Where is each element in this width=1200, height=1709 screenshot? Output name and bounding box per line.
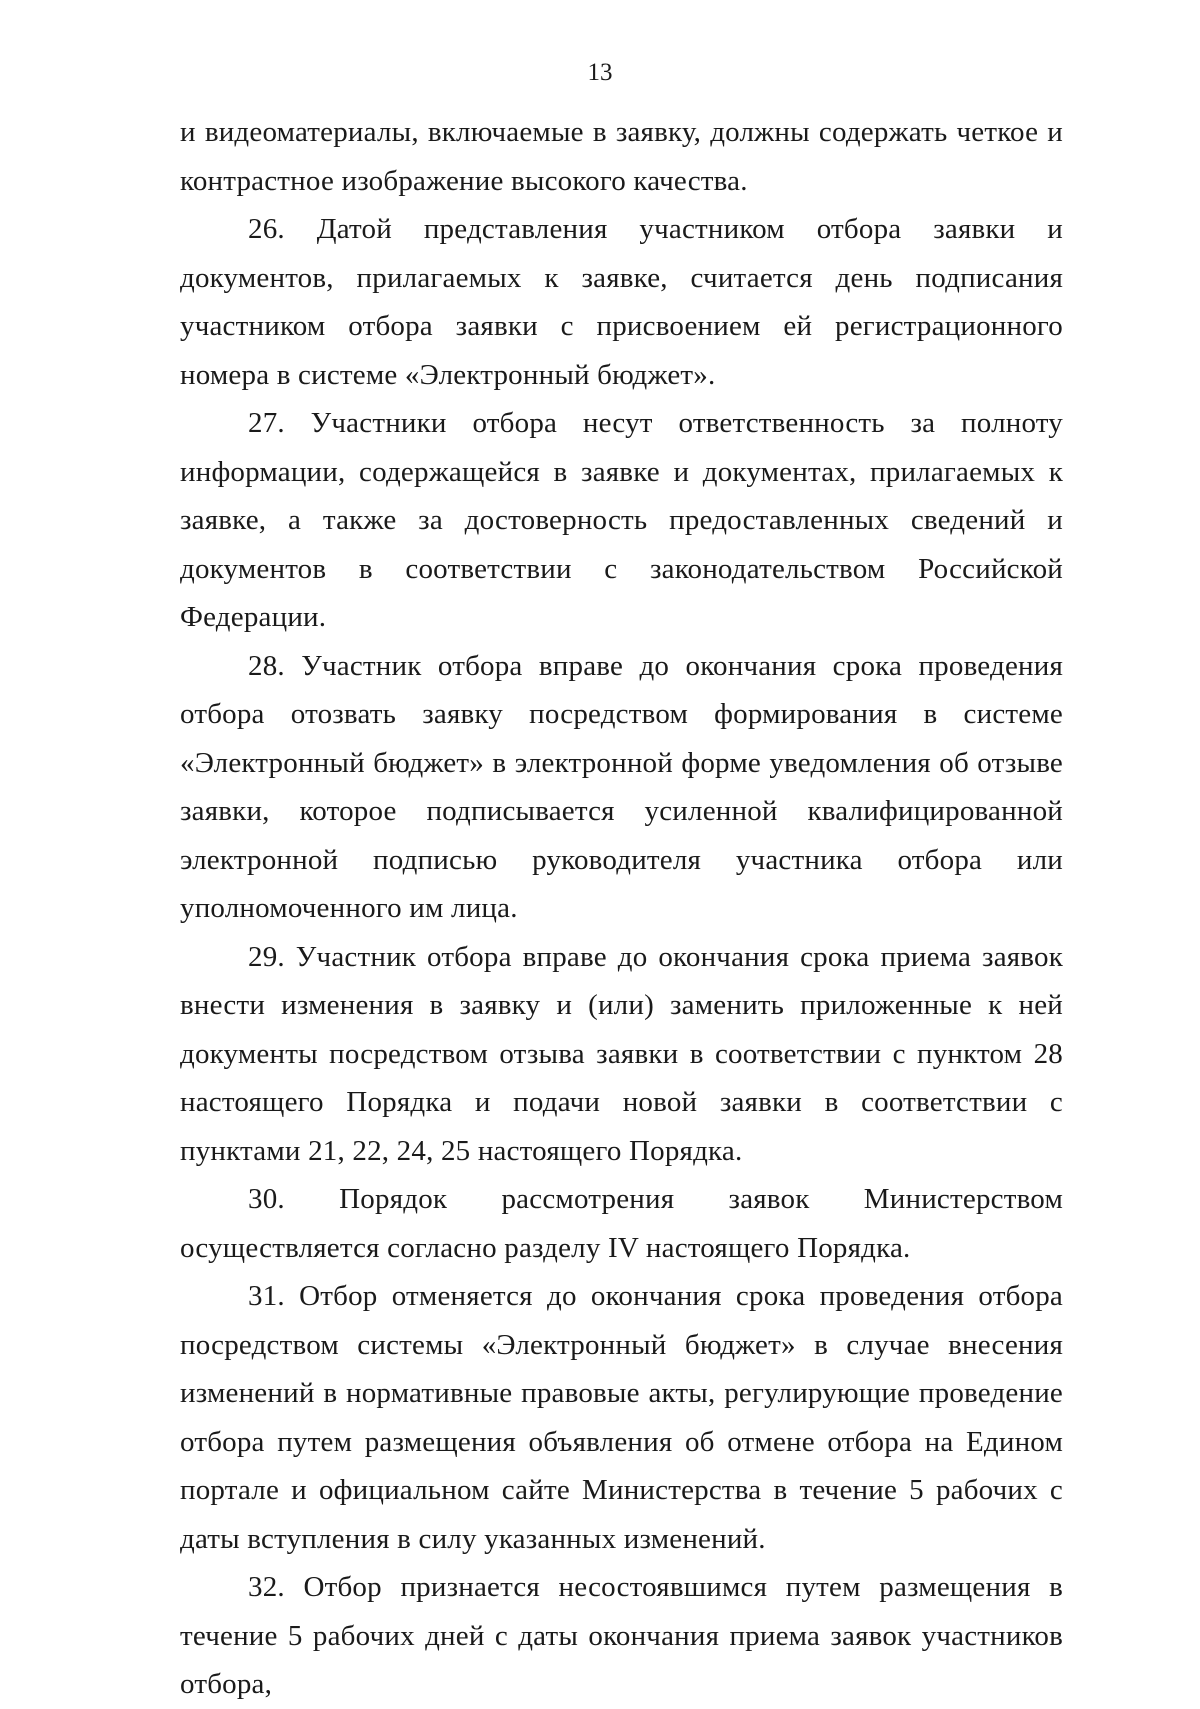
paragraph-30: 30. Порядок рассмотрения заявок Министерством осуществляется согласно разделу IV настоящего Порядка.	[180, 1183, 1063, 1264]
document-body	[180, 108, 1063, 1709]
paragraph-31: 31. Отбор отменяется до окончания срока проведения отбора посредством системы «Электронный бюджет» в случае внесения изменений в нормативные правовые акты, регулирующие проведение отбора путем размещения объявления об отмене отбора на Едином портале и официальном сайте Министерства в течение 5 рабочих с даты вступления в силу указанных изменений.	[180, 1280, 1063, 1555]
page-number: 13	[587, 59, 613, 86]
paragraph-continued: и видеоматериалы, включаемые в заявку, должны содержать четкое и контрастное изображение высокого качества.	[180, 116, 1063, 197]
paragraph-26: 26. Датой представления участником отбора заявки и документов, прилагаемых к заявке, считается день подписания участником отбора заявки с присвоением ей регистрационного номера в системе «Электронный бюджет».	[180, 213, 1063, 391]
paragraph-32: 32. Отбор признается несостоявшимся путем размещения в течение 5 рабочих дней с даты окончания приема заявок участников отбора,	[180, 1571, 1063, 1700]
paragraph-27: 27. Участники отбора несут ответственность за полноту информации, содержащейся в заявке и документах, прилагаемых к заявке, а также за достоверность предоставленных сведений и документов в соответствии с законодательством Российской Федерации.	[180, 407, 1063, 633]
paragraph-29: 29. Участник отбора вправе до окончания срока приема заявок внести изменения в заявку и (или) заменить приложенные к ней документы посредством отзыва заявки в соответствии с пунктом 28 настоящего Порядка и подачи новой заявки в соответствии с пунктами 21, 22, 24, 25 настоящего Порядка.	[180, 940, 1063, 1167]
paragraph-28: 28. Участник отбора вправе до окончания срока проведения отбора отозвать заявку посредством формирования в системе «Электронный бюджет» в электронной форме уведомления об отзыве заявки, которое подписывается усиленной квалифицированной электронной подписью руководителя участника отбора или уполномоченного им лица.	[180, 649, 1063, 924]
